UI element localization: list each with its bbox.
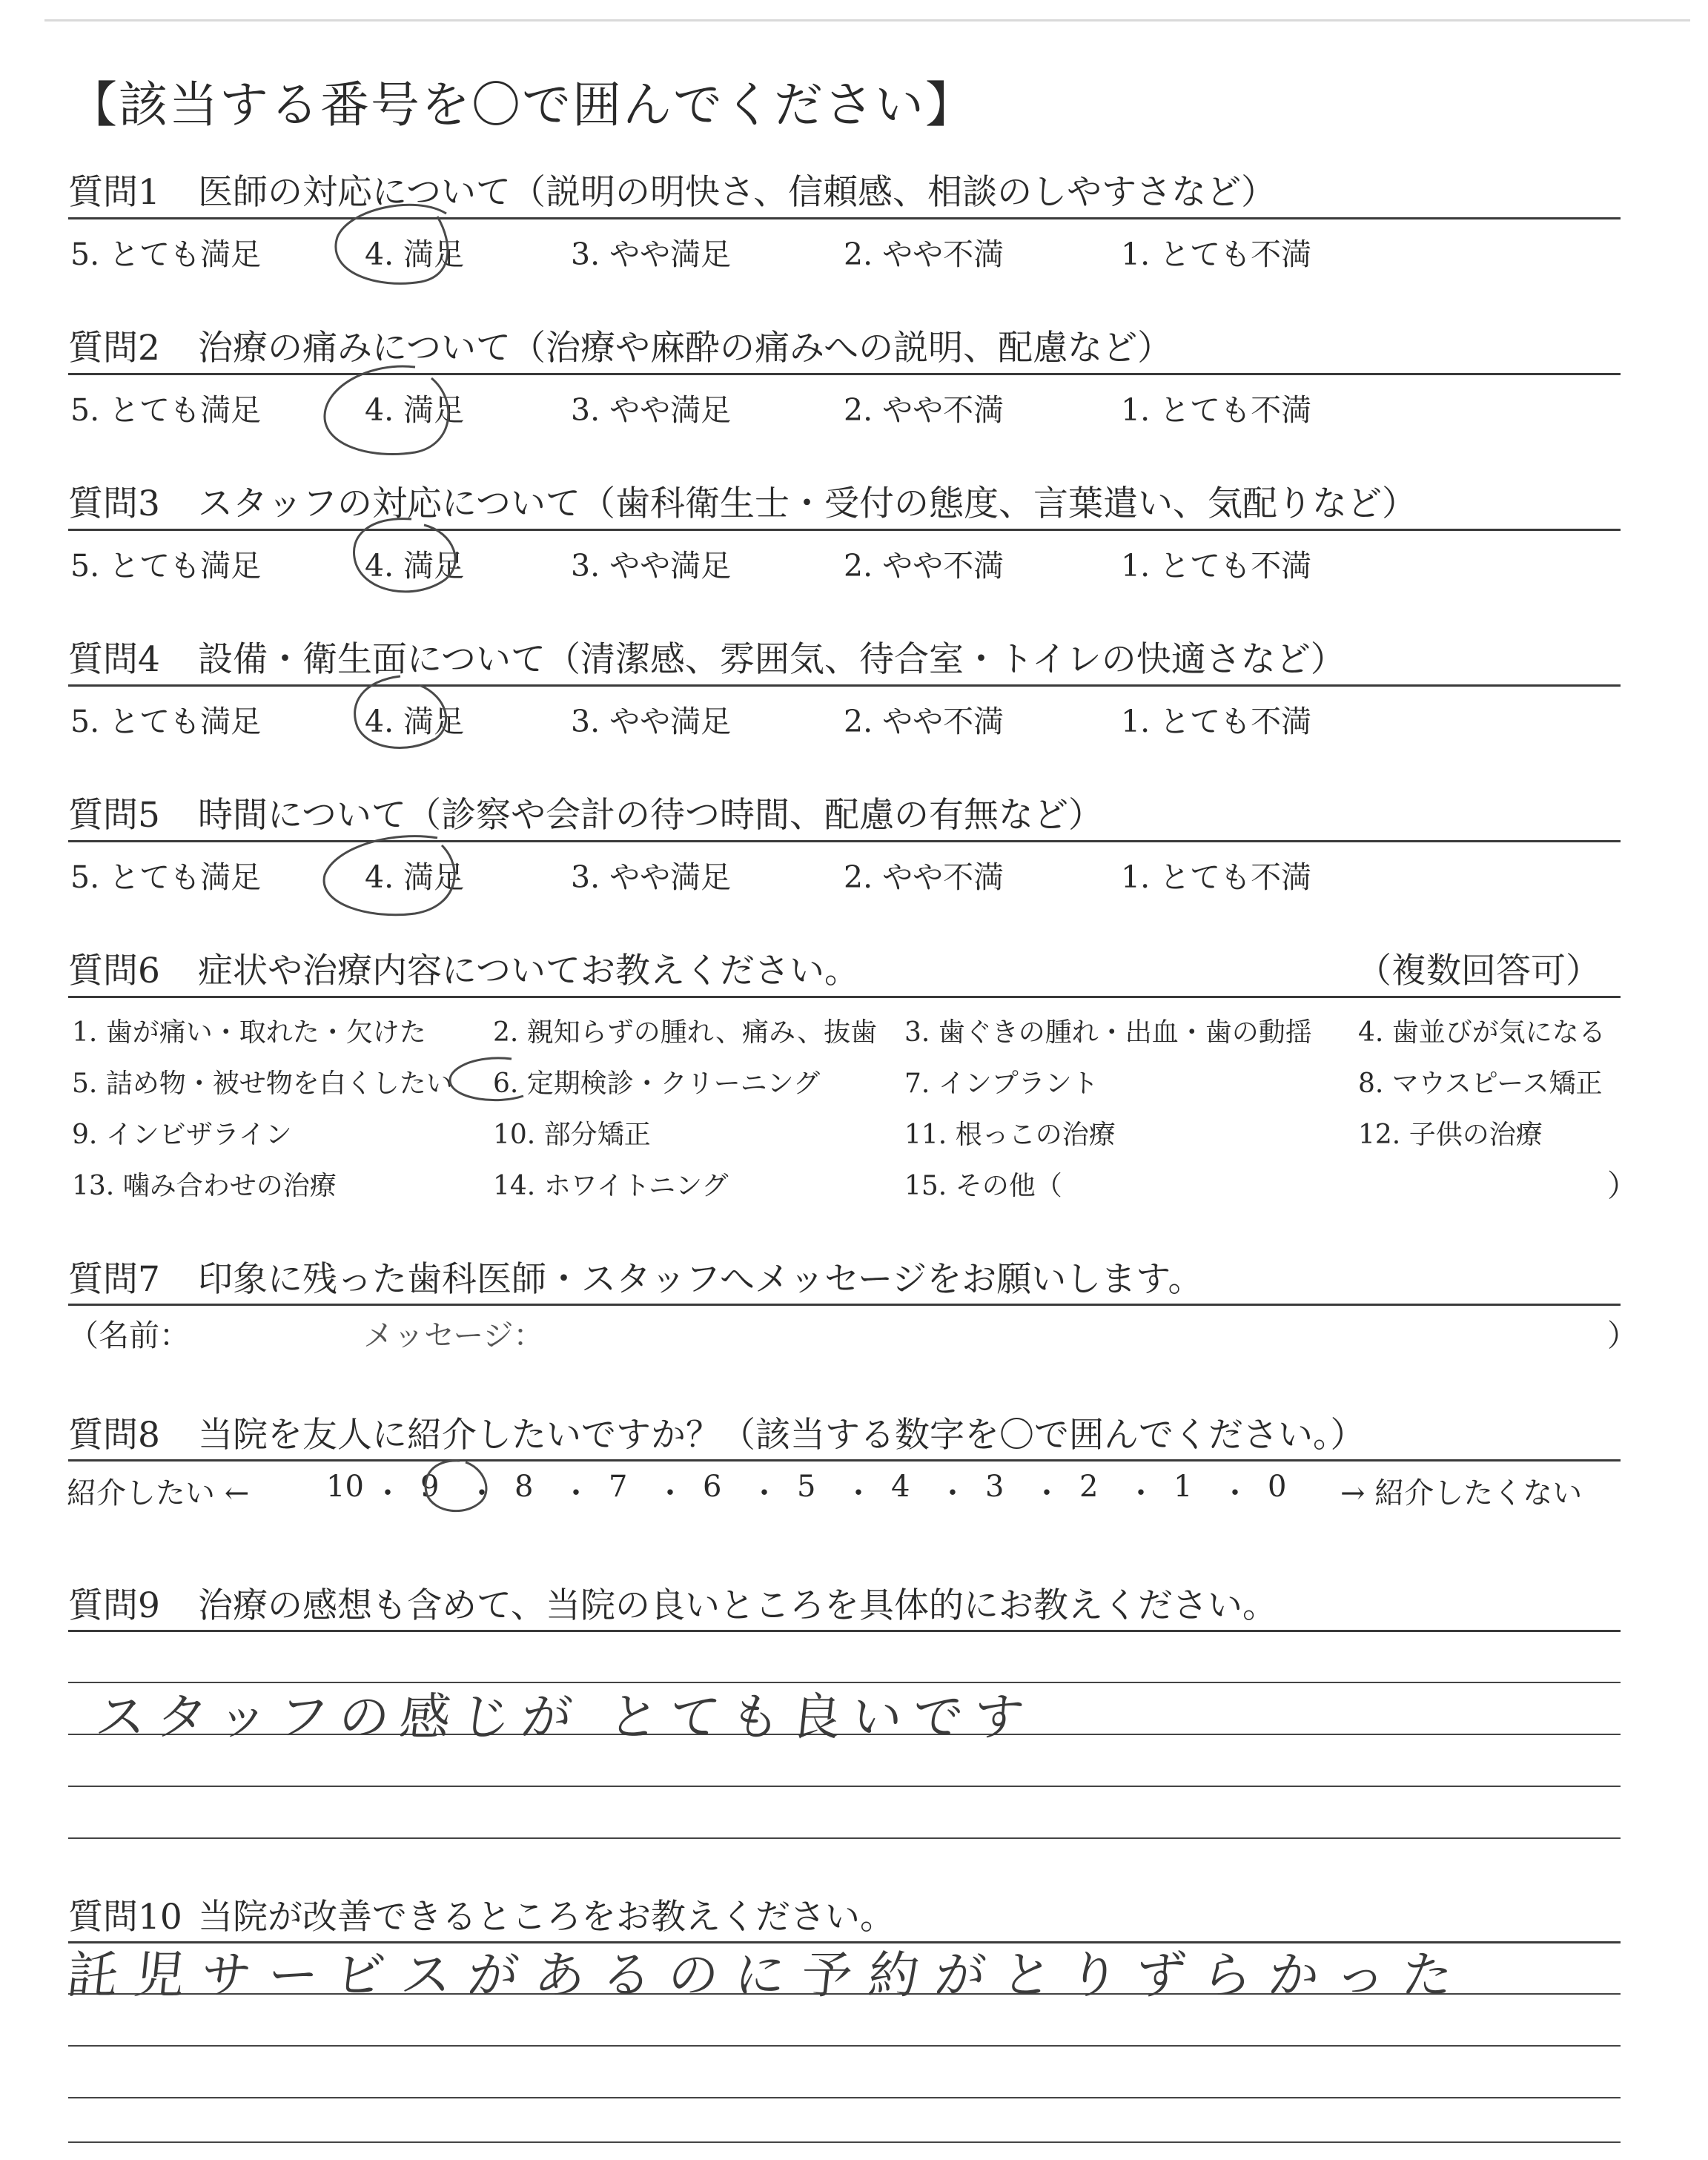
q1-option-2[interactable]: 2. やや不満 <box>844 237 1004 272</box>
q8-scale-separator: ・ <box>561 1476 591 1510</box>
q5-option-2[interactable]: 2. やや不満 <box>844 859 1004 895</box>
q7-close-paren: ） <box>1607 1318 1638 1353</box>
q2-option-1[interactable]: 1. とても不満 <box>1121 392 1312 428</box>
q2-option-2[interactable]: 2. やや不満 <box>844 392 1004 428</box>
q6-option-4[interactable]: 4. 歯並びが気になる <box>1358 1017 1606 1048</box>
question-6-note: （複数回答可） <box>1357 951 1601 991</box>
q8-scale-separator: ・ <box>1032 1476 1062 1510</box>
q2-option-5[interactable]: 5. とても満足 <box>70 392 262 428</box>
question-2-number: 質問2 <box>68 328 160 369</box>
question-3-text: スタッフの対応について（歯科衛生士・受付の態度、言葉遣い、気配りなど） <box>198 483 1417 524</box>
q4-option-4[interactable]: 4. 満足 <box>365 704 465 739</box>
q8-scale-value-1[interactable]: 1 <box>1174 1470 1193 1504</box>
q2-option-4[interactable]: 4. 満足 <box>365 392 465 428</box>
q2-circle-mark <box>325 366 448 455</box>
q1-option-1[interactable]: 1. とても不満 <box>1121 237 1312 272</box>
question-6-number: 質問6 <box>68 951 160 991</box>
q6-option-10[interactable]: 10. 部分矯正 <box>493 1120 651 1150</box>
q5-circle-mark <box>324 836 454 915</box>
q6-option-14[interactable]: 14. ホワイトニング <box>493 1171 729 1201</box>
q8-circle-mark <box>426 1461 486 1511</box>
q6-option-6[interactable]: 6. 定期検診・クリーニング <box>493 1069 821 1099</box>
q8-scale-value-7[interactable]: 7 <box>609 1470 628 1504</box>
question-7-number: 質問7 <box>68 1259 160 1300</box>
q8-scale-separator: ・ <box>467 1476 497 1510</box>
q5-option-3[interactable]: 3. やや満足 <box>571 859 732 895</box>
question-10-text: 当院が改善できるところをお教えください。 <box>198 1897 895 1938</box>
question-5-number: 質問5 <box>68 795 160 836</box>
question-10-number: 質問10 <box>68 1897 182 1938</box>
q6-option-8[interactable]: 8. マウスピース矯正 <box>1358 1069 1603 1099</box>
q8-scale-separator: ・ <box>373 1476 403 1510</box>
q6-option-5[interactable]: 5. 詰め物・被せ物を白くしたい <box>72 1069 453 1099</box>
q8-scale-value-6[interactable]: 6 <box>703 1470 722 1504</box>
q1-option-4[interactable]: 4. 満足 <box>365 237 465 272</box>
q7-message-label: メッセージ： <box>363 1318 544 1353</box>
q4-option-3[interactable]: 3. やや満足 <box>571 704 732 739</box>
q6-other-close-paren: ） <box>1607 1168 1638 1203</box>
q6-option-2[interactable]: 2. 親知らずの腫れ、痛み、抜歯 <box>493 1017 878 1048</box>
q8-scale-value-0[interactable]: 0 <box>1268 1470 1287 1504</box>
q3-option-1[interactable]: 1. とても不満 <box>1121 548 1312 584</box>
q6-option-15[interactable]: 15. その他（ <box>904 1171 1062 1201</box>
q6-option-13[interactable]: 13. 噛み合わせの治療 <box>72 1171 337 1201</box>
q8-scale-value-8[interactable]: 8 <box>514 1470 534 1504</box>
q8-scale-value-4[interactable]: 4 <box>891 1470 910 1504</box>
q6-option-11[interactable]: 11. 根っこの治療 <box>904 1120 1116 1150</box>
q4-option-1[interactable]: 1. とても不満 <box>1121 704 1312 739</box>
q4-option-2[interactable]: 2. やや不満 <box>844 704 1004 739</box>
question-8-number: 質問8 <box>68 1415 160 1456</box>
q5-option-4[interactable]: 4. 満足 <box>365 859 465 895</box>
q6-option-7[interactable]: 7. インプラント <box>904 1069 1099 1099</box>
question-5-text: 時間について（診察や会計の待つ時間、配慮の有無など） <box>198 795 1104 836</box>
q1-option-3[interactable]: 3. やや満足 <box>571 237 732 272</box>
question-3-number: 質問3 <box>68 483 160 524</box>
question-7-text: 印象に残った歯科医師・スタッフへメッセージをお願いします。 <box>198 1259 1203 1300</box>
q9-handwritten-answer: スタッフの感じが とても良いです <box>93 1688 1038 1747</box>
q3-option-5[interactable]: 5. とても満足 <box>70 548 262 584</box>
q5-option-5[interactable]: 5. とても満足 <box>70 859 262 895</box>
q6-option-1[interactable]: 1. 歯が痛い・取れた・欠けた <box>72 1017 426 1048</box>
q1-option-5[interactable]: 5. とても満足 <box>70 237 262 272</box>
q6-option-12[interactable]: 12. 子供の治療 <box>1358 1120 1543 1150</box>
q8-scale-separator: ・ <box>1126 1476 1156 1510</box>
q3-circle-mark <box>354 519 455 592</box>
q8-scale-separator: ・ <box>655 1476 685 1510</box>
q3-option-4[interactable]: 4. 満足 <box>365 548 465 584</box>
q6-circle-mark <box>450 1058 523 1100</box>
question-9-number: 質問9 <box>68 1585 160 1626</box>
q3-option-3[interactable]: 3. やや満足 <box>571 548 732 584</box>
q8-scale-separator: ・ <box>1220 1476 1250 1510</box>
q8-right-label: → 紹介したくない <box>1340 1476 1583 1510</box>
question-2-text: 治療の痛みについて（治療や麻酔の痛みへの説明、配慮など） <box>198 328 1173 369</box>
q6-option-3[interactable]: 3. 歯ぐきの腫れ・出血・歯の動揺 <box>904 1017 1312 1048</box>
q8-scale-value-5[interactable]: 5 <box>797 1470 816 1504</box>
q5-option-1[interactable]: 1. とても不満 <box>1121 859 1312 895</box>
q8-scale-value-9[interactable]: 9 <box>420 1470 440 1504</box>
q4-option-5[interactable]: 5. とても満足 <box>70 704 262 739</box>
q8-scale-separator: ・ <box>749 1476 779 1510</box>
page-title: 【該当する番号を〇で囲んでください】 <box>68 76 976 133</box>
question-9-text: 治療の感想も含めて、当院の良いところを具体的にお教えください。 <box>198 1585 1278 1626</box>
question-1-text: 医師の対応について（説明の明快さ、信頼感、相談のしやすさなど） <box>198 172 1277 213</box>
question-6-text: 症状や治療内容についてお教えください。 <box>198 951 860 991</box>
q4-circle-mark <box>355 676 446 748</box>
question-8-text: 当院を友人に紹介したいですか？（該当する数字を〇で囲んでください。） <box>198 1415 1366 1456</box>
q8-left-label: 紹介したい ← <box>67 1476 250 1510</box>
q8-scale-value-3[interactable]: 3 <box>985 1470 1004 1504</box>
q2-option-3[interactable]: 3. やや満足 <box>571 392 732 428</box>
question-1-number: 質問1 <box>68 172 160 213</box>
q8-scale-value-2[interactable]: 2 <box>1079 1470 1099 1504</box>
q1-circle-mark <box>336 205 448 283</box>
q7-name-label: （名前： <box>68 1318 190 1353</box>
question-4-text: 設備・衛生面について（清潔感、雰囲気、待合室・トイレの快適さなど） <box>198 639 1345 680</box>
q8-scale-separator: ・ <box>938 1476 967 1510</box>
q8-scale-value-10[interactable]: 10 <box>326 1470 364 1504</box>
q6-option-9[interactable]: 9. インビザライン <box>72 1120 292 1150</box>
question-4-number: 質問4 <box>68 639 160 680</box>
q10-handwritten-answer: 託児サービスがあるのに予約がとりずらかった <box>64 1946 1472 2005</box>
q3-option-2[interactable]: 2. やや不満 <box>844 548 1004 584</box>
q8-scale-separator: ・ <box>844 1476 873 1510</box>
